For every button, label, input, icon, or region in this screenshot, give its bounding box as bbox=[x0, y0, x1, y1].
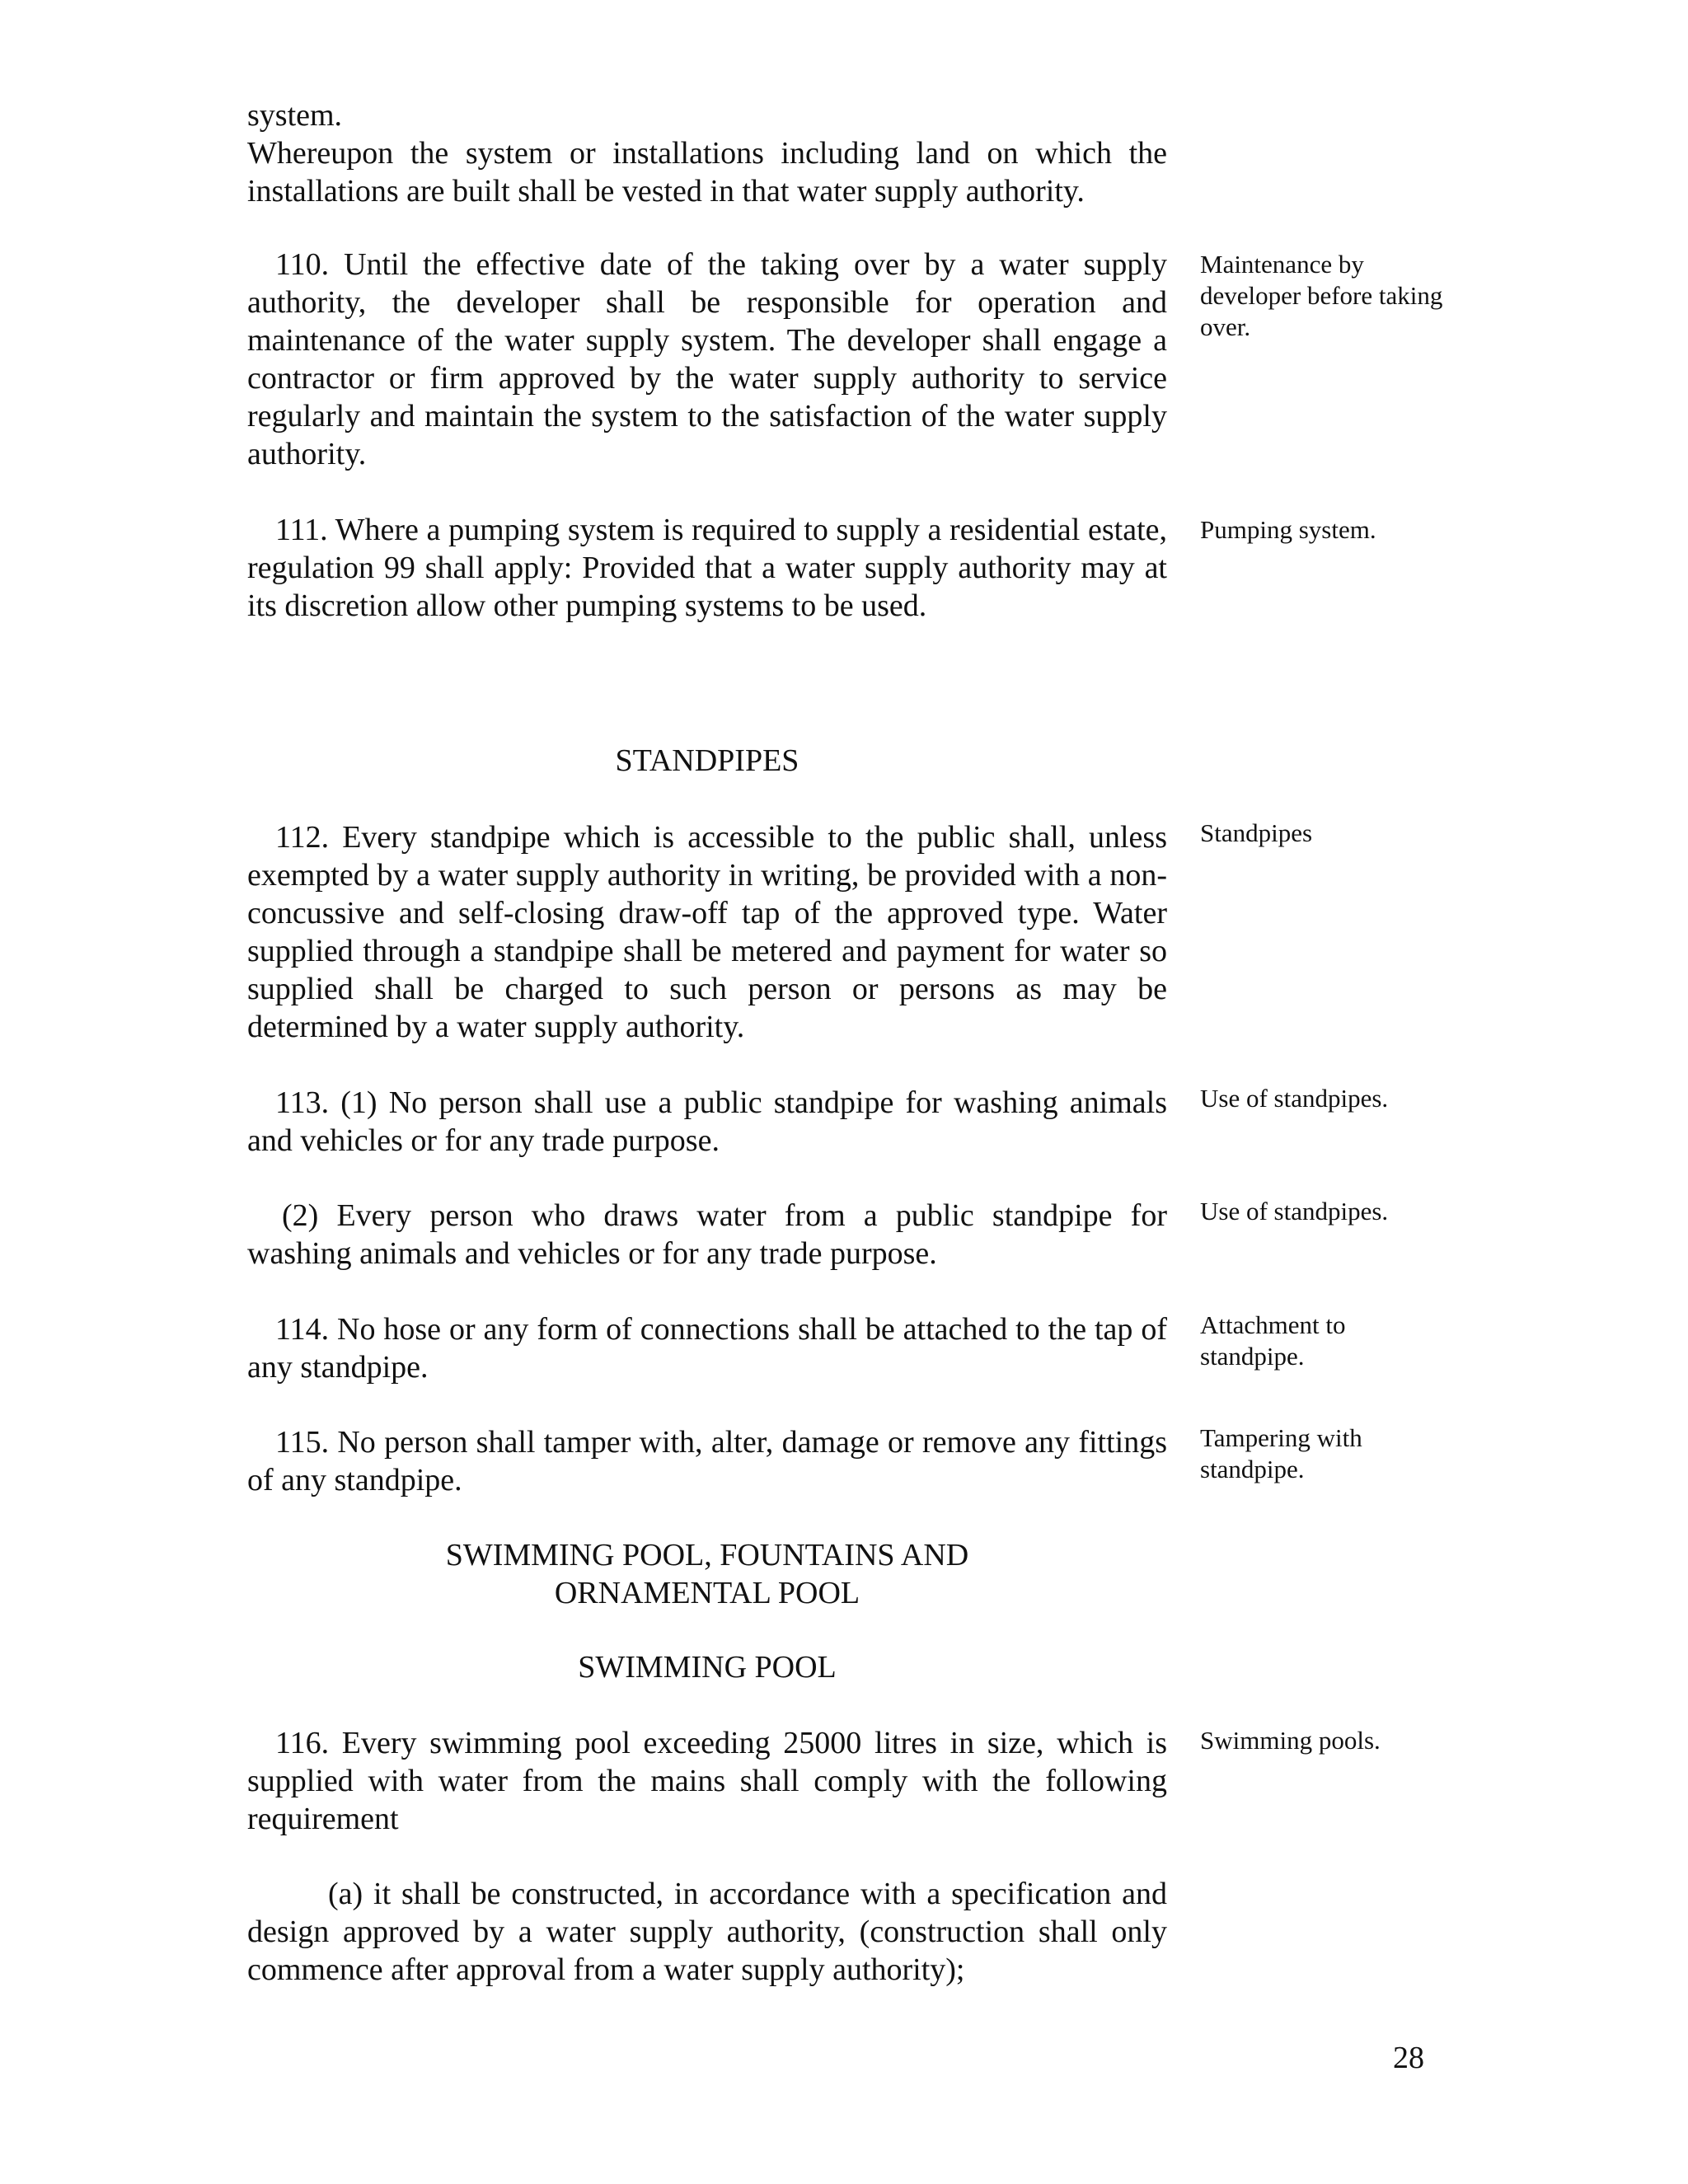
heading-standpipes: STANDPIPES bbox=[615, 743, 799, 778]
heading-swimming-pool: SWIMMING POOL bbox=[578, 1650, 837, 1685]
heading-swimming-pool-fountains bbox=[247, 1536, 1167, 1612]
section-113-1-margin-note: Use of standpipes. bbox=[1200, 1084, 1389, 1113]
section-112-text: 112. Every standpipe which is accessible to the public shall, unless exempted by a water supply authority in writing, be provided with a non-concussive and self-closing draw-off tap of the approved type. Water supplied through a standpipe shall be metered and payment for water so supplied shall be charged to such person or persons as may be determined by a water supply authority. bbox=[247, 820, 1167, 1044]
section-110-text: 110. Until the effective date of the taking over by a water supply authority, the developer shall be responsible for operation and maintenance of the water supply system. The developer shall engage a contractor or firm approved by the water supply authority to service regularly and maintain the system to the satisfaction of the water supply authority. bbox=[247, 247, 1167, 471]
section-111-text: 111. Where a pumping system is required to supply a residential estate, regulation 99 shall apply: Provided that a water supply authority may at its discretion allow other pumping systems to be used. bbox=[247, 513, 1167, 623]
section-114-margin-note: Attachment to standpipe. bbox=[1200, 1310, 1346, 1371]
heading-pools-line-1: SWIMMING POOL, FOUNTAINS AND bbox=[445, 1538, 969, 1572]
section-116-text: 116. Every swimming pool exceeding 25000 litres in size, which is supplied with water from the mains shall comply with the following requirement bbox=[247, 1726, 1167, 1836]
heading-pools-line-2: ORNAMENTAL POOL bbox=[554, 1576, 860, 1610]
section-113-2-text: (2) Every person who draws water from a public standpipe for washing animals and vehicles or for any trade purpose. bbox=[247, 1198, 1167, 1271]
intro-line-1: system. bbox=[247, 98, 343, 133]
section-111-margin-note: Pumping system. bbox=[1200, 515, 1376, 544]
section-116-a-text: (a) it shall be constructed, in accordance with a specification and design approved by a water supply authority, (construction shall only commence after approval from a water supply authority); bbox=[247, 1877, 1167, 1987]
intro-line-2: Whereupon the system or installations including land on which the installations are built shall be vested in that water supply authority. bbox=[247, 136, 1167, 209]
section-112-margin-note: Standpipes bbox=[1200, 818, 1313, 847]
page-number: 28 bbox=[1393, 2041, 1424, 2075]
intro-paragraph bbox=[247, 96, 1167, 210]
section-113-1-text: 113. (1) No person shall use a public standpipe for washing animals and vehicles or for any trade purpose. bbox=[247, 1085, 1167, 1158]
section-110-margin-note: Maintenance by developer before taking over. bbox=[1200, 250, 1443, 341]
section-115-text: 115. No person shall tamper with, alter, damage or remove any fittings of any standpipe. bbox=[247, 1425, 1167, 1497]
section-114-text: 114. No hose or any form of connections shall be attached to the tap of any standpipe. bbox=[247, 1312, 1167, 1385]
section-116-margin-note: Swimming pools. bbox=[1200, 1726, 1381, 1755]
section-115-margin-note: Tampering with standpipe. bbox=[1200, 1423, 1362, 1483]
section-113-2-margin-note: Use of standpipes. bbox=[1200, 1197, 1389, 1226]
